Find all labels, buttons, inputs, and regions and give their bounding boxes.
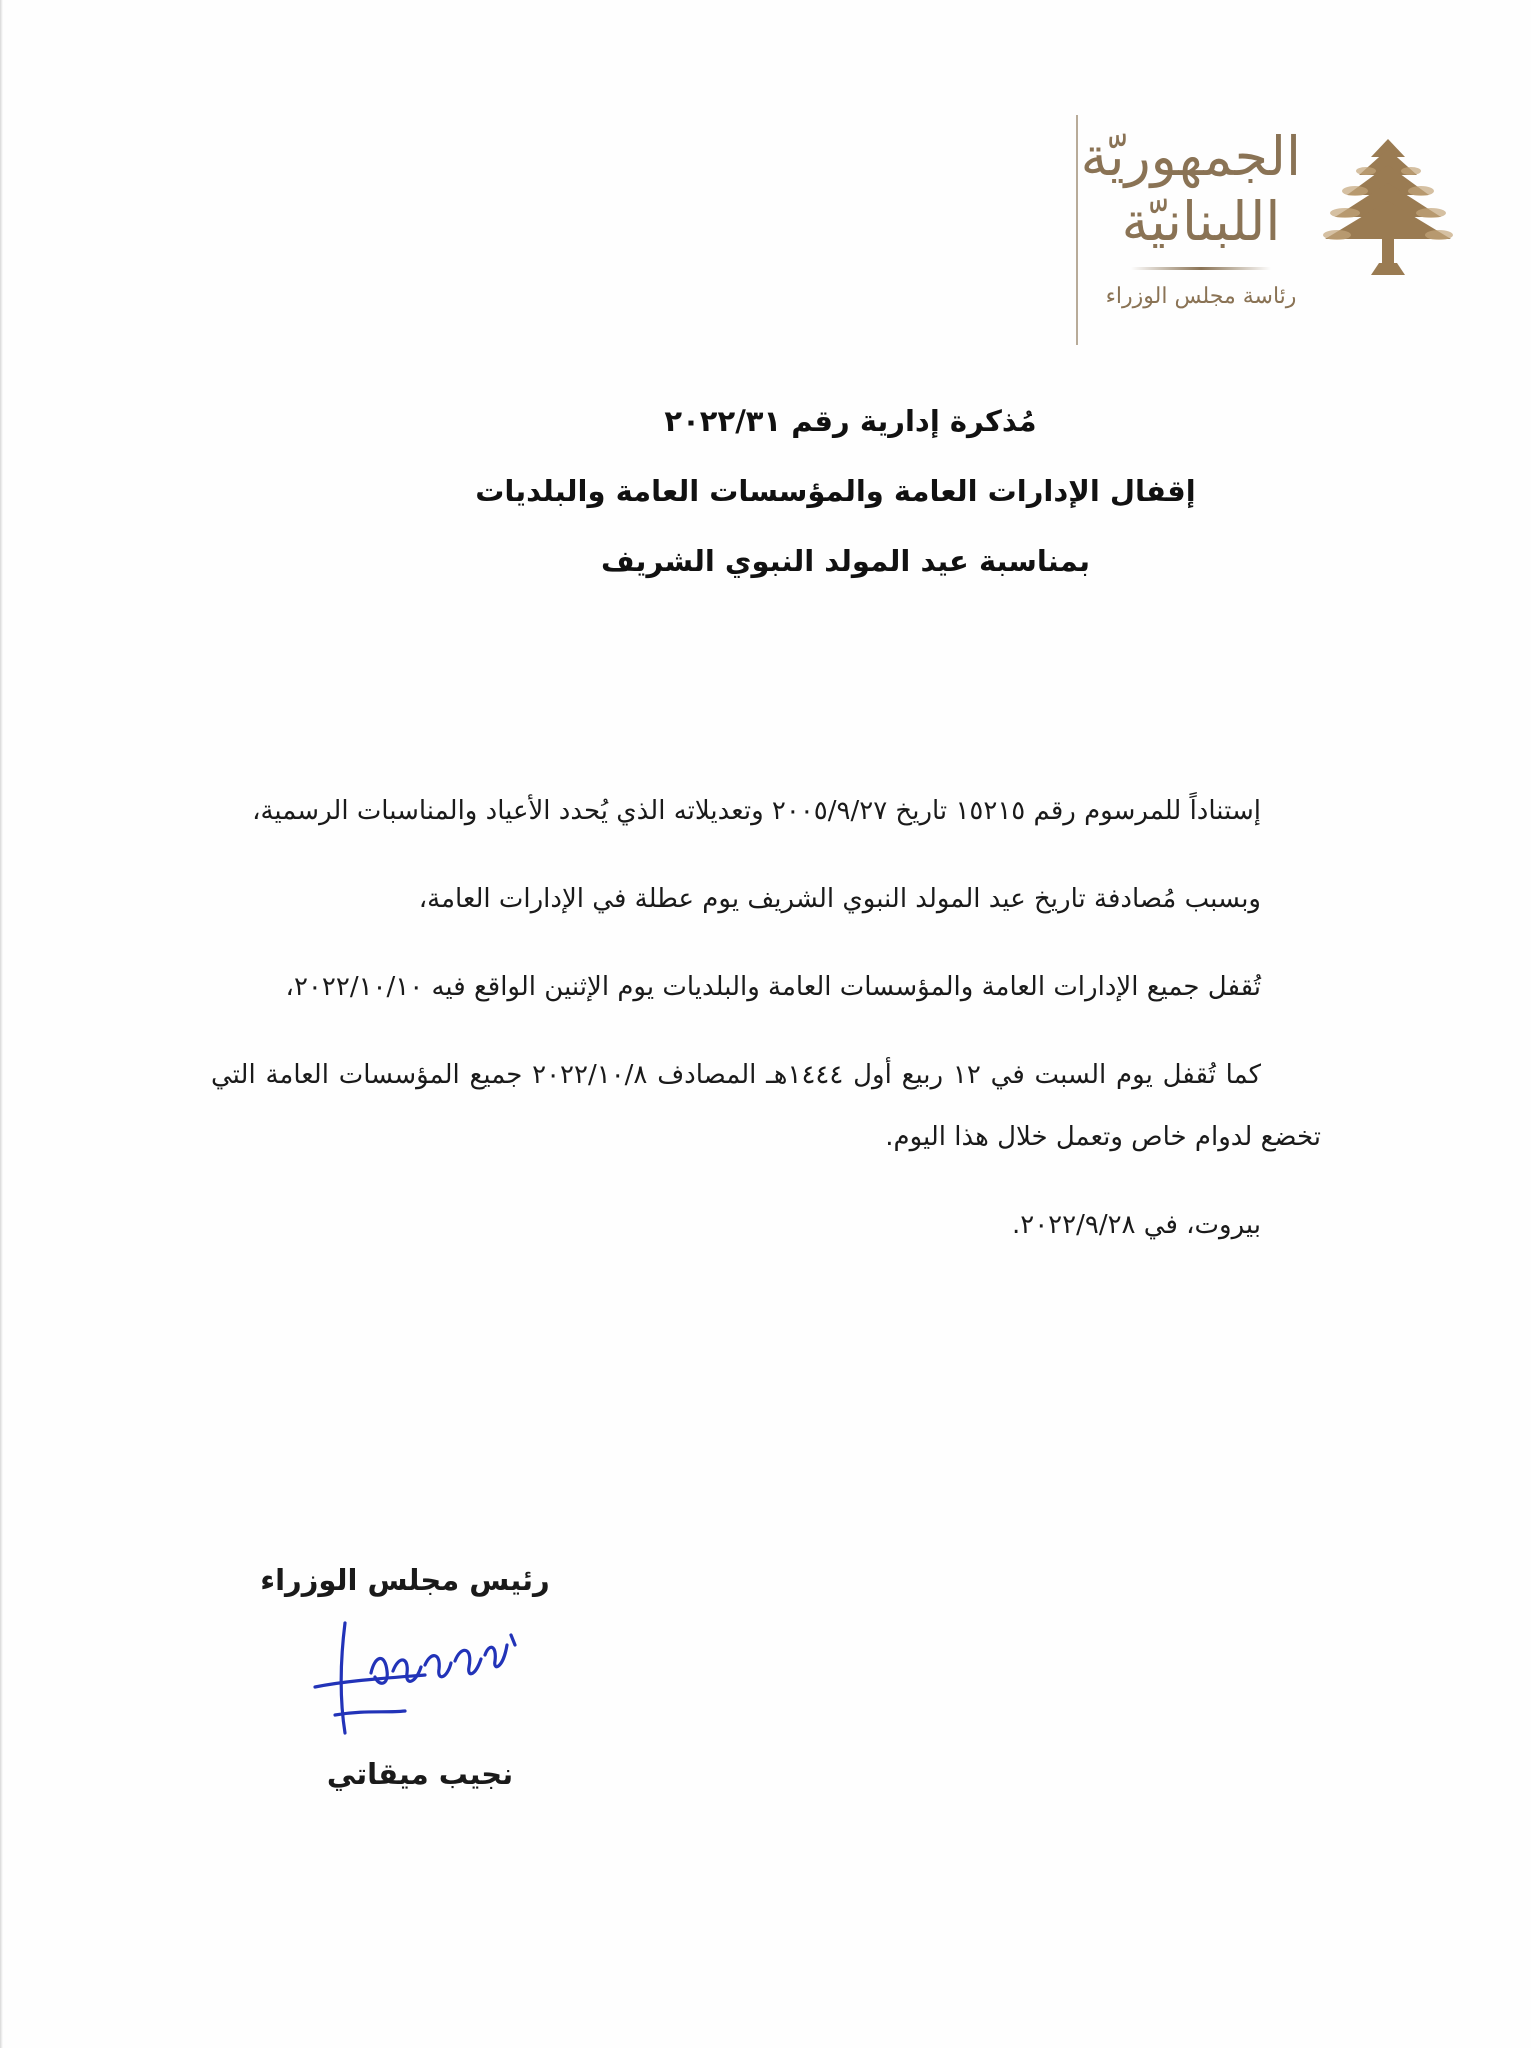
body-paragraph: وبسبب مُصادفة تاريخ عيد المولد النبوي الشريف يوم عطلة في الإدارات العامة، [418,884,1261,914]
office-name: رئاسة مجلس الوزراء [1105,284,1297,309]
handwritten-signature-icon [275,1615,535,1745]
cedar-emblem-icon [1321,135,1456,285]
scan-edge [0,0,3,2048]
memo-subject-line-2: بمناسبة عيد المولد النبوي الشريف [601,544,1090,578]
letterhead-vertical-rule [1076,115,1078,345]
emblem-line-republic: الجمهوريّة [1080,125,1301,188]
emblem-divider [1131,267,1271,270]
memo-body [211,780,1321,1282]
body-paragraph: كما تُقفل يوم السبت في ١٢ ربيع أول ١٤٤٤هـ المصادف ٢٠٢٢/١٠/٨ جميع المؤسسات العامة التي تخضع لدوام خاص وتعمل خلال هذا اليوم. [211,1060,1321,1152]
signatory-name: نجيب ميقاتي [326,1757,514,1791]
emblem-line-lebanese: اللبنانيّة [1121,190,1281,253]
memo-title: مُذكرة إدارية رقم ٢٠٢٢/٣١ [664,404,1037,438]
body-paragraph: تُقفل جميع الإدارات العامة والمؤسسات العامة والبلديات يوم الإثنين الواقع فيه ٢٠٢٢/١٠/١٠، [285,972,1261,1002]
signatory-title: رئيس مجلس الوزراء [260,1563,550,1597]
memo-header [0,395,1531,587]
memo-subject-line-1: إقفال الإدارات العامة والمؤسسات العامة والبلديات [475,474,1196,508]
signature-block [215,1555,595,1799]
emblem-wordmark [1080,123,1301,309]
body-paragraph: إستناداً للمرسوم رقم ١٥٢١٥ تاريخ ٢٠٠٥/٩/٢٧ وتعديلاته الذي يُحدد الأعياد والمناسبات الرسمية، [252,796,1261,826]
letterhead [996,115,1456,345]
date-line: بيروت، في ٢٠٢٢/٩/٢٨. [1011,1210,1261,1240]
